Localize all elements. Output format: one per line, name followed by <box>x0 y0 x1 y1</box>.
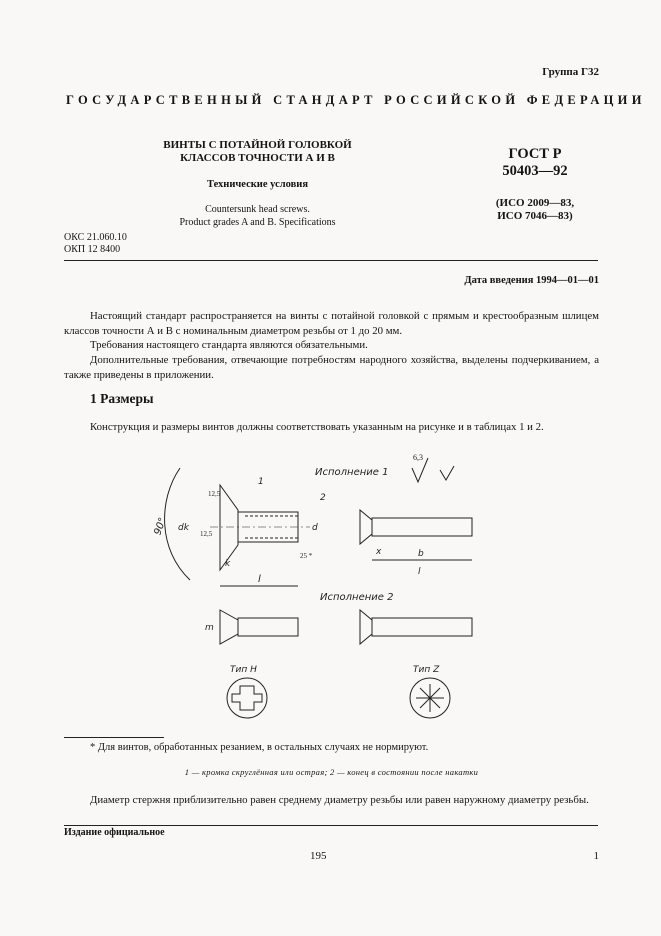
english-title <box>120 203 395 229</box>
head-variant-1 <box>360 510 372 544</box>
iso-reference <box>470 197 600 223</box>
classification-codes <box>64 232 127 256</box>
gost-line-1: ГОСТ Р <box>508 146 562 162</box>
header-rule <box>64 260 598 261</box>
figure-caption: 1 — кромка скруглённая или острая; 2 — конец в состоянии после накатки <box>184 767 479 777</box>
variant-2-label: Исполнение 2 <box>320 592 394 603</box>
title-line-1: ВИНТЫ С ПОТАЙНОЙ ГОЛОВКОЙ <box>163 139 352 151</box>
screw-drawing <box>150 450 490 730</box>
type-h-label: Тип H <box>230 665 257 675</box>
callout-1: 1 <box>258 477 264 487</box>
english-title-line-2: Product grades A and B. Specifications <box>179 217 336 228</box>
page-number: 195 <box>310 850 327 862</box>
official-edition: Издание официальное <box>64 827 165 838</box>
dim-b: b <box>418 549 424 559</box>
roughness-symbol-bracket <box>440 466 454 480</box>
pozidriv-cross-icon <box>416 684 444 712</box>
section-heading: 1 Размеры <box>90 391 154 406</box>
head-variant-2-right <box>360 610 372 644</box>
shank-variant-1 <box>372 518 472 536</box>
dim-d: d <box>312 523 318 533</box>
type-h-head <box>227 678 267 718</box>
sheet-number: 1 <box>593 850 599 862</box>
oks-code: ОКС 21.060.10 <box>64 232 127 243</box>
footnote: * Для винтов, обработанных резанием, в остальных случаях не нормируют. <box>90 742 429 753</box>
paragraph-additional: Дополнительные требования, отвечающие потребностям народного хозяйства, выделены подчеркиванием, а также приведены в приложении. <box>64 354 599 381</box>
paragraph-shank-diameter: Диаметр стержня приблизительно равен среднему диаметру резьбы или равен наружному диаметру резьбы. <box>90 794 589 806</box>
callout-2: 2 <box>320 493 326 503</box>
footer-rule <box>64 825 598 826</box>
dim-12-5-b: 12,5 <box>200 530 213 538</box>
type-z-label: Тип Z <box>413 665 440 675</box>
dim-m: m <box>205 623 214 633</box>
iso-line-2: ИСО 7046—83) <box>497 210 573 222</box>
dim-l: l <box>258 574 261 585</box>
iso-line-1: (ИСО 2009—83, <box>495 197 575 209</box>
variant-1-label: Исполнение 1 <box>315 467 389 478</box>
subtitle: Технические условия <box>206 179 309 190</box>
head-variant-2-left <box>220 610 238 644</box>
dim-k: k <box>225 559 231 569</box>
paragraph-mandatory: Требования настоящего стандарта являются обязательными. <box>90 339 368 351</box>
title-line-2: КЛАССОВ ТОЧНОСТИ А И В <box>180 152 335 164</box>
paragraph-construction: Конструкция и размеры винтов должны соответствовать указанным на рисунке и в таблицах 1 и 2. <box>90 421 544 433</box>
paragraph-scope: Настоящий стандарт распространяется на винты с потайной головкой с прямым и крестообразным шлицем классов точности А и В с номинальным диаметром резьбы от 1 до 20 мм. <box>64 310 599 337</box>
intro-date: Дата введения 1994—01—01 <box>464 275 599 286</box>
shank-variant-2-right <box>372 618 472 636</box>
dim-25: 25 * <box>300 552 313 560</box>
english-title-line-1: Countersunk head screws. <box>205 204 310 215</box>
standard-header: ГОСУДАРСТВЕННЫЙ СТАНДАРТ РОССИЙСКОЙ ФЕДЕРАЦИИ <box>66 93 646 107</box>
shank-variant-2-left <box>238 618 298 636</box>
dim-x: x <box>376 547 382 557</box>
roughness-value: 6,3 <box>413 453 423 462</box>
okp-code: ОКП 12 8400 <box>64 244 121 255</box>
gost-number <box>480 146 590 180</box>
footnote-rule <box>64 737 164 738</box>
dim-12-5-a: 12,5 <box>208 490 221 498</box>
head-side-view <box>220 485 238 570</box>
phillips-cross-icon <box>232 686 262 710</box>
dim-l2: l <box>418 567 421 577</box>
group-code: Группа Г32 <box>542 66 599 78</box>
gost-line-2: 50403—92 <box>502 163 568 179</box>
dim-dk: dk <box>178 523 189 533</box>
angle-label: 90° <box>152 516 169 537</box>
